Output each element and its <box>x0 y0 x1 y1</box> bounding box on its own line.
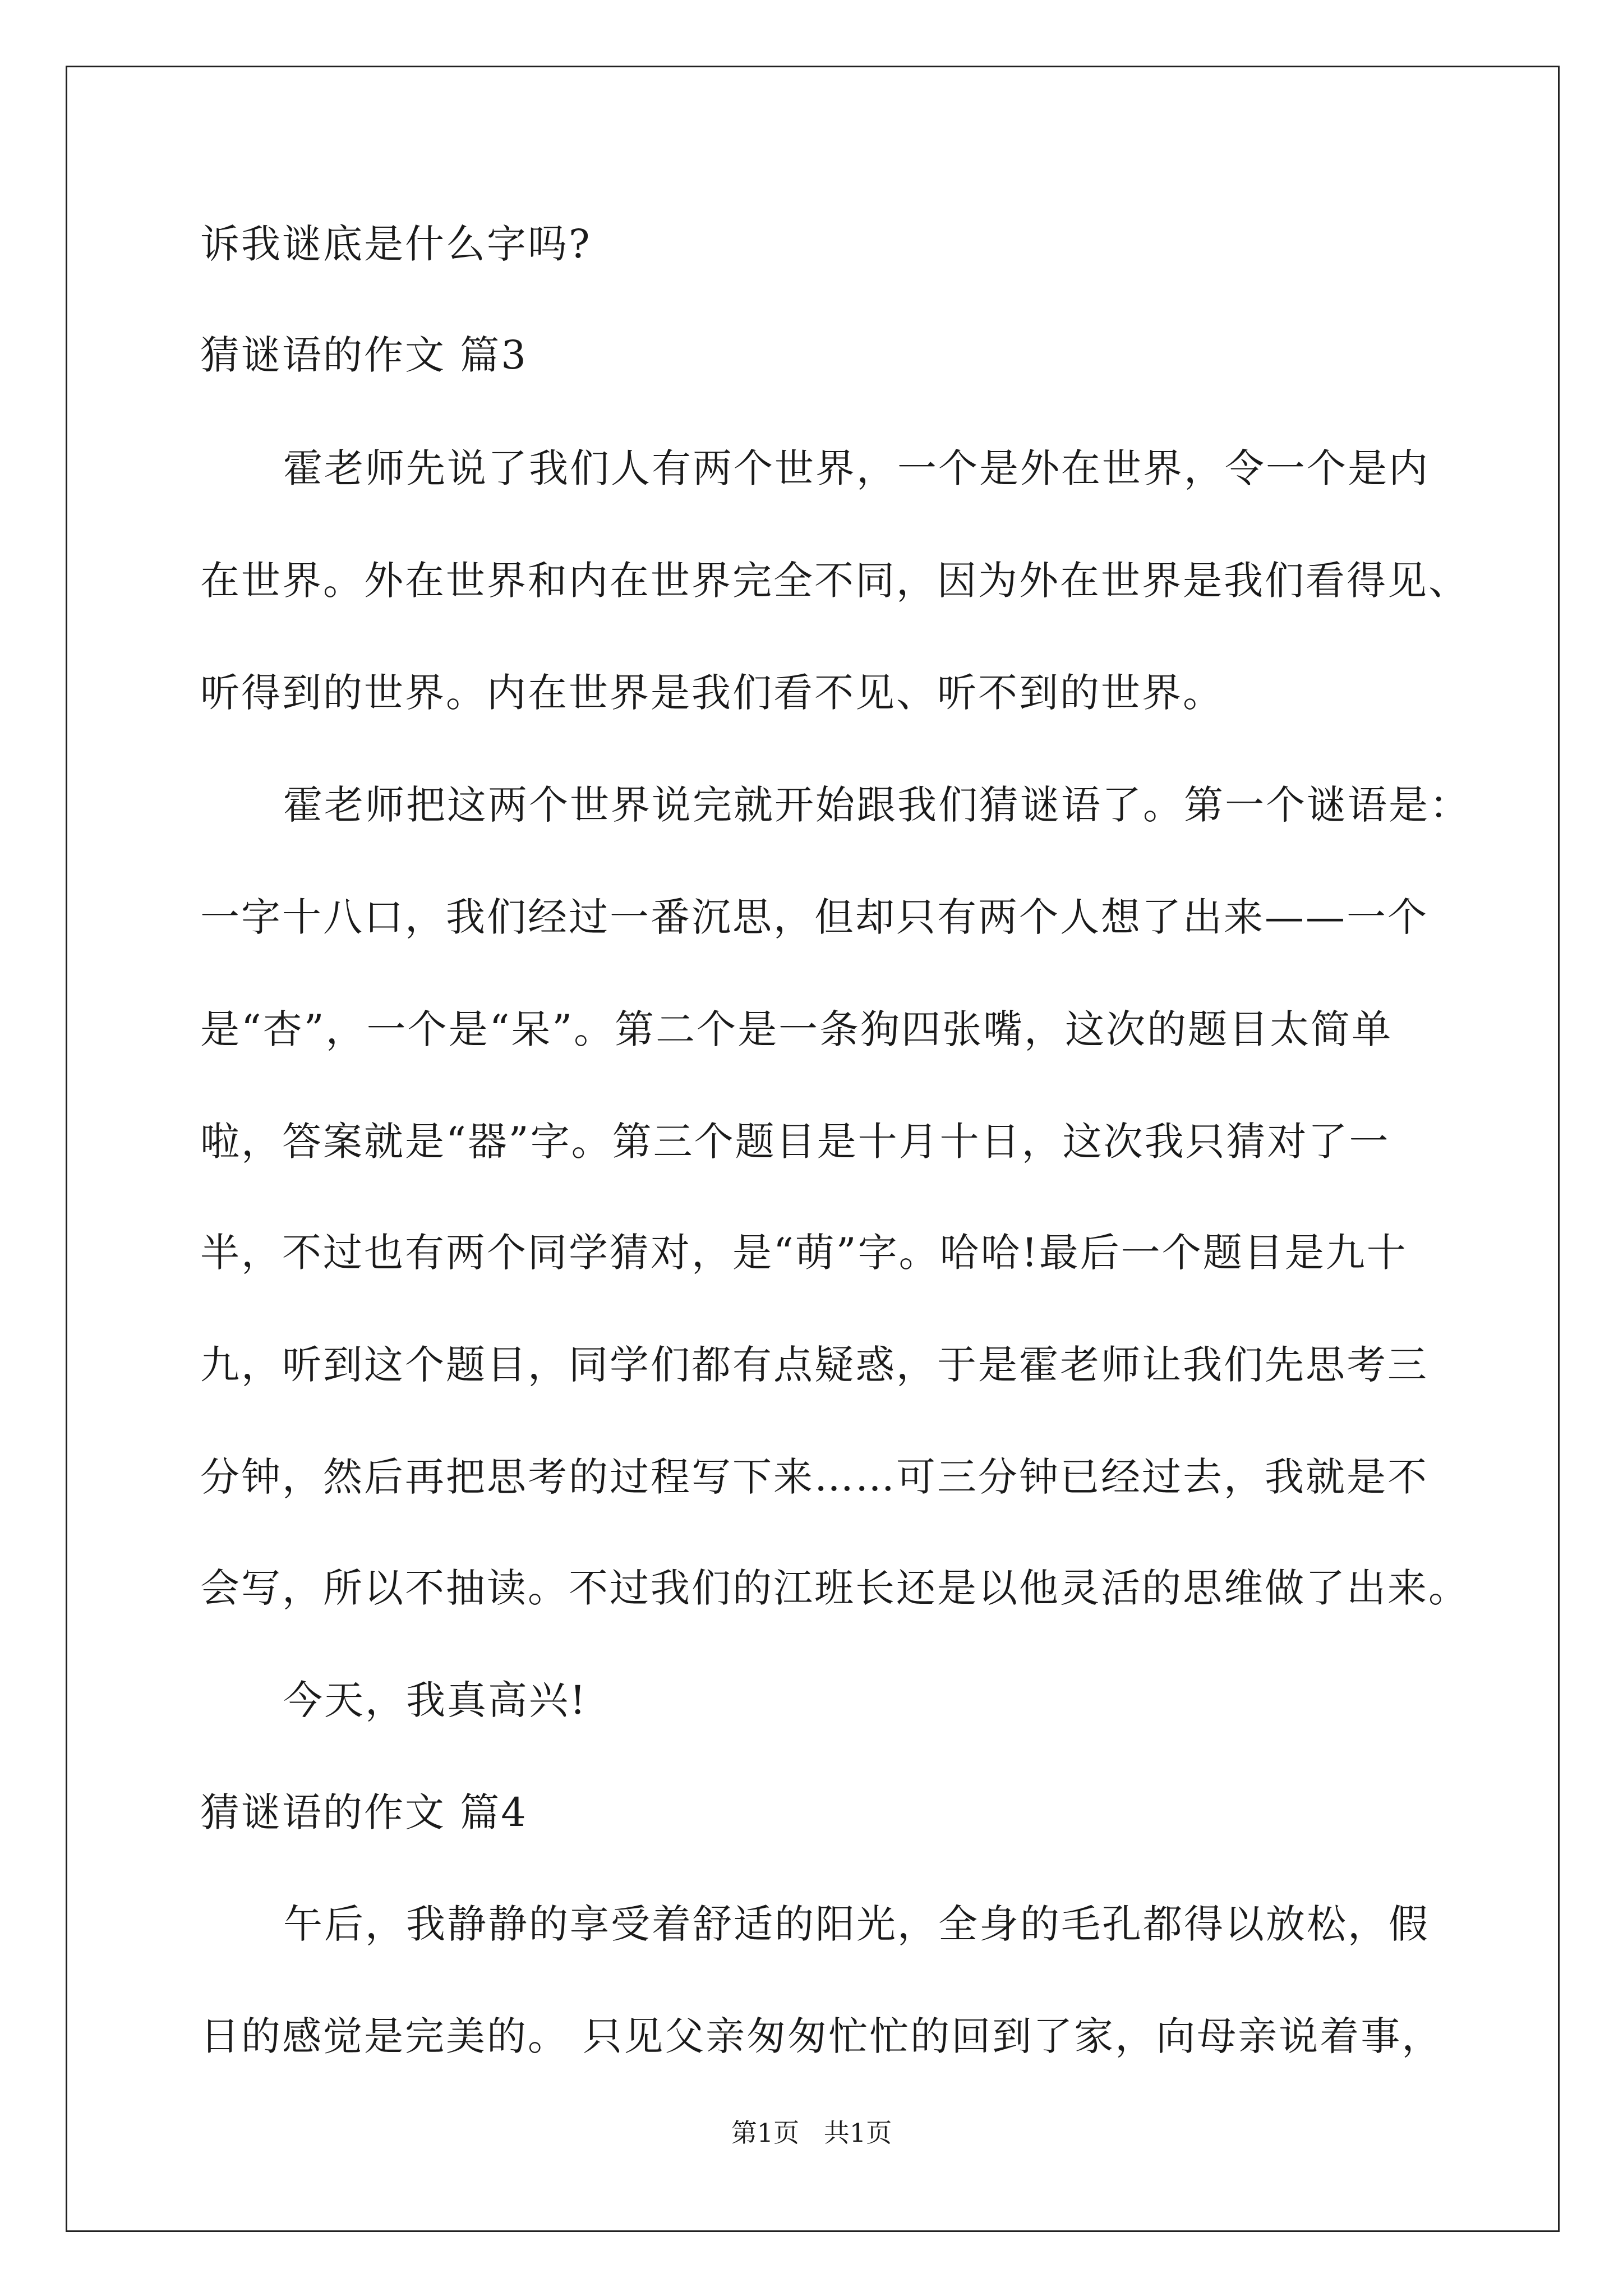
paragraph-line: 半，不过也有两个同学猜对，是“萌”字。哈哈!最后一个题目是九十 <box>200 1230 1408 1276</box>
paragraph-line: 九，听到这个题目，同学们都有点疑惑，于是霍老师让我们先思考三 <box>200 1342 1428 1388</box>
paragraph-line: 午后，我静静的享受着舒适的阳光，全身的毛孔都得以放松，假 <box>283 1901 1430 1947</box>
paragraph-line: 霍老师先说了我们人有两个世界，一个是外在世界，令一个是内 <box>283 445 1430 491</box>
paragraph-line: 会写，所以不抽读。不过我们的江班长还是以他灵活的思维做了出来。 <box>200 1565 1469 1611</box>
section-heading: 猜谜语的作文 篇4 <box>200 1789 528 1835</box>
paragraph-line: 分钟，然后再把思考的过程写下来……可三分钟已经过去，我就是不 <box>200 1454 1428 1500</box>
paragraph-line: 听得到的世界。内在世界是我们看不见、听不到的世界。 <box>200 670 1224 716</box>
paragraph-line: 是“杏”，一个是“呆”。第二个是一条狗四张嘴，这次的题目太简单 <box>200 1006 1393 1052</box>
paragraph-line: 霍老师把这两个世界说完就开始跟我们猜谜语了。第一个谜语是： <box>283 782 1470 828</box>
paragraph-line: 啦，答案就是“器”字。第三个题目是十月十日，这次我只猜对了一 <box>200 1119 1390 1165</box>
paragraph-line: 今天，我真高兴! <box>283 1677 588 1723</box>
text-line: 诉我谜底是什么字吗? <box>200 221 592 267</box>
paragraph-line: 日的感觉是完美的。 只见父亲匆匆忙忙的回到了家，向母亲说着事， <box>200 2013 1443 2059</box>
paragraph-line: 一字十八口，我们经过一番沉思，但却只有两个人想了出来——一个 <box>200 894 1428 940</box>
page-footer: 第1页 共1页 <box>731 2118 892 2148</box>
section-heading: 猜谜语的作文 篇3 <box>200 332 528 378</box>
paragraph-line: 在世界。外在世界和内在世界完全不同，因为外在世界是我们看得见、 <box>200 558 1469 604</box>
